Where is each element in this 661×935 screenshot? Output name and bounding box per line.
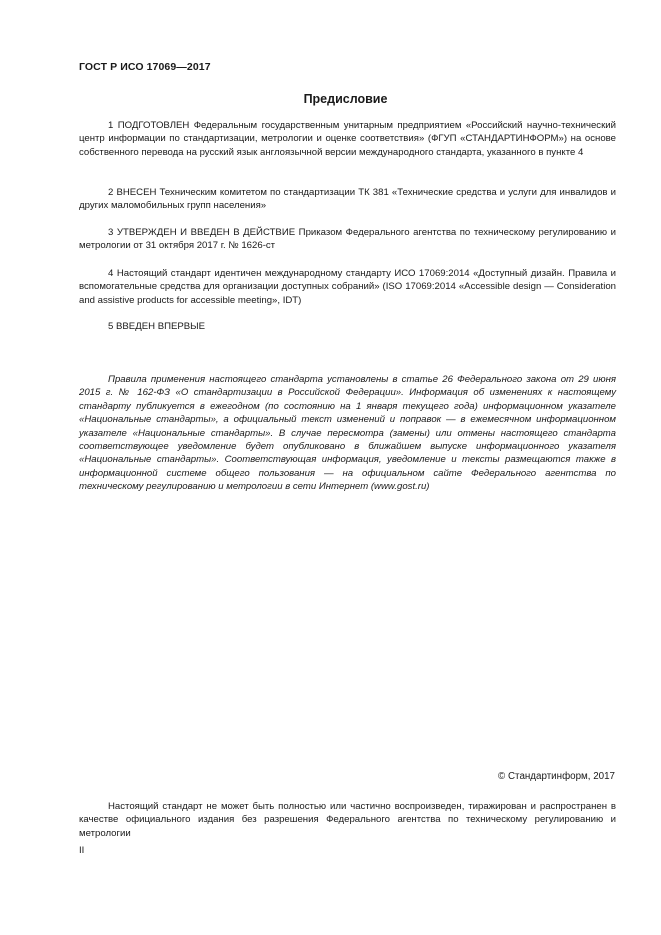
preface-item-2: 2 ВНЕСЕН Техническим комитетом по стандартизации ТК 381 «Технические средства и услуги для инвалидов и других маломобильных групп населения» (79, 187, 616, 212)
preface-item-3: 3 УТВЕРЖДЕН И ВВЕДЕН В ДЕЙСТВИЕ Приказом Федерального агентства по техническому регулированию и метрологии от 31 октября 2017 г. № 1626-ст (79, 227, 616, 252)
page-title: Предисловие (303, 92, 388, 106)
application-rules-notice: Правила применения настоящего стандарта установлены в статье 26 Федерального закона от 29 июня 2015 г. № 162-ФЗ «О стандартизации в Российской Федерации». Информация об изменениях к настоящему стандарту публикуется в ежегодном (по состоянию на 1 января текущего года) информационном указателе «Национальные стандарты», а официальный текст изменений и поправок — в ежемесячном информационном указателе «Национальные стандарты». В случае пересмотра (замены) или отмены настоящего стандарта соответствующее уведомление будет опубликовано в ближайшем выпуске информационного указателя «Национальные стандарты». Соответствующая информация, уведомление и тексты размещаются также в информационной системе общего пользования — на официальном сайте Федерального агентства по техническому регулированию и метрологии в сети Интернет (www.gost.ru) (79, 374, 616, 493)
preface-item-1: 1 ПОДГОТОВЛЕН Федеральным государственным унитарным предприятием «Российский научно-технический центр информации по стандартизации, метрологии и оценке соответствия» (ФГУП «СТАНДАРТИНФОРМ») на основе собственного перевода на русский язык англоязычной версии международного стандарта, указанного в пункте 4 (79, 120, 616, 158)
document-code-header: ГОСТ Р ИСО 17069—2017 (79, 61, 211, 73)
preface-item-5: 5 ВВЕДЕН ВПЕРВЫЕ (108, 321, 206, 332)
reproduction-notice: Настоящий стандарт не может быть полностью или частично воспроизведен, тиражирован и распространен в качестве официального издания без разрешения Федерального агентства по техническому регулированию и метрологии (79, 801, 616, 839)
copyright-notice: © Стандартинформ, 2017 (498, 771, 615, 782)
preface-item-4: 4 Настоящий стандарт идентичен международному стандарту ИСО 17069:2014 «Доступный дизайн. Правила и вспомогательные средства для организации доступных собраний» (ISO 17069:2014 «Accessible design — Consideration and assistive products for accessible meeting», IDT) (79, 268, 616, 306)
page-number: II (79, 845, 85, 856)
